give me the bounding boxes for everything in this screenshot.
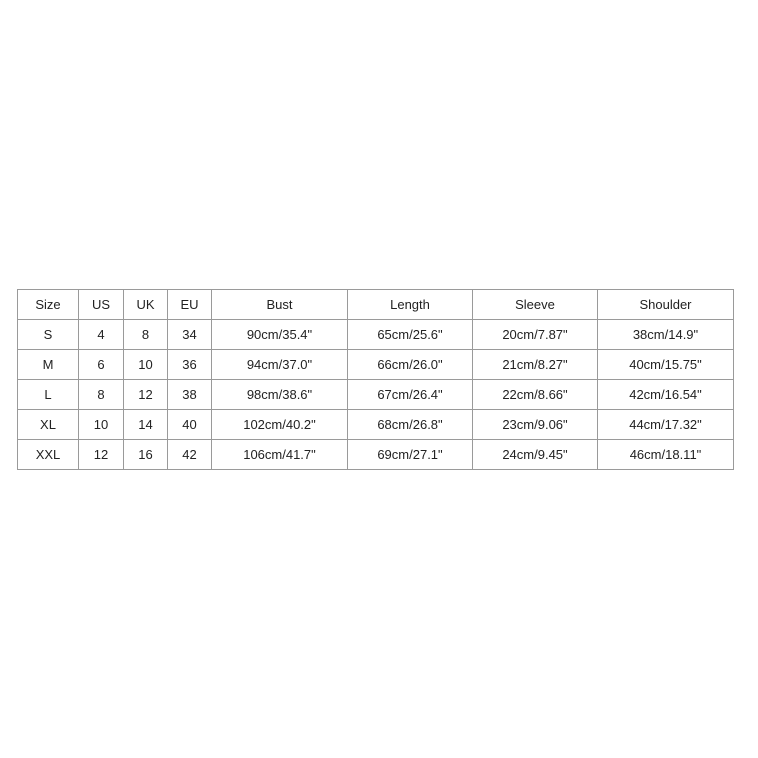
cell-size: S [18,320,79,350]
table-row [18,380,734,410]
cell-bust: 106cm/41.7" [212,440,348,470]
cell-shoulder: 40cm/15.75" [598,350,734,380]
cell-size: XL [18,410,79,440]
cell-eu: 34 [168,320,212,350]
cell-us: 10 [79,410,124,440]
table-row [18,320,734,350]
cell-uk: 10 [124,350,168,380]
cell-length: 69cm/27.1" [348,440,473,470]
cell-uk: 14 [124,410,168,440]
cell-length: 66cm/26.0" [348,350,473,380]
cell-us: 12 [79,440,124,470]
cell-length: 68cm/26.8" [348,410,473,440]
cell-size: L [18,380,79,410]
cell-us: 8 [79,380,124,410]
table-row [18,350,734,380]
size-table [17,289,734,470]
header-eu: EU [168,290,212,320]
header-sleeve: Sleeve [473,290,598,320]
cell-eu: 36 [168,350,212,380]
header-length: Length [348,290,473,320]
size-chart [17,289,733,468]
table-header-row [18,290,734,320]
cell-size: XXL [18,440,79,470]
cell-sleeve: 24cm/9.45" [473,440,598,470]
cell-bust: 102cm/40.2" [212,410,348,440]
cell-shoulder: 42cm/16.54" [598,380,734,410]
cell-length: 67cm/26.4" [348,380,473,410]
cell-sleeve: 22cm/8.66" [473,380,598,410]
cell-us: 4 [79,320,124,350]
cell-uk: 16 [124,440,168,470]
cell-size: M [18,350,79,380]
cell-sleeve: 20cm/7.87" [473,320,598,350]
table-row [18,410,734,440]
cell-bust: 90cm/35.4" [212,320,348,350]
header-size: Size [18,290,79,320]
cell-bust: 98cm/38.6" [212,380,348,410]
cell-shoulder: 44cm/17.32" [598,410,734,440]
header-bust: Bust [212,290,348,320]
header-shoulder: Shoulder [598,290,734,320]
cell-sleeve: 23cm/9.06" [473,410,598,440]
cell-eu: 42 [168,440,212,470]
cell-eu: 40 [168,410,212,440]
header-uk: UK [124,290,168,320]
table-row [18,440,734,470]
cell-shoulder: 38cm/14.9" [598,320,734,350]
header-us: US [79,290,124,320]
cell-sleeve: 21cm/8.27" [473,350,598,380]
cell-us: 6 [79,350,124,380]
cell-length: 65cm/25.6" [348,320,473,350]
cell-eu: 38 [168,380,212,410]
cell-uk: 8 [124,320,168,350]
cell-bust: 94cm/37.0" [212,350,348,380]
cell-uk: 12 [124,380,168,410]
cell-shoulder: 46cm/18.11" [598,440,734,470]
